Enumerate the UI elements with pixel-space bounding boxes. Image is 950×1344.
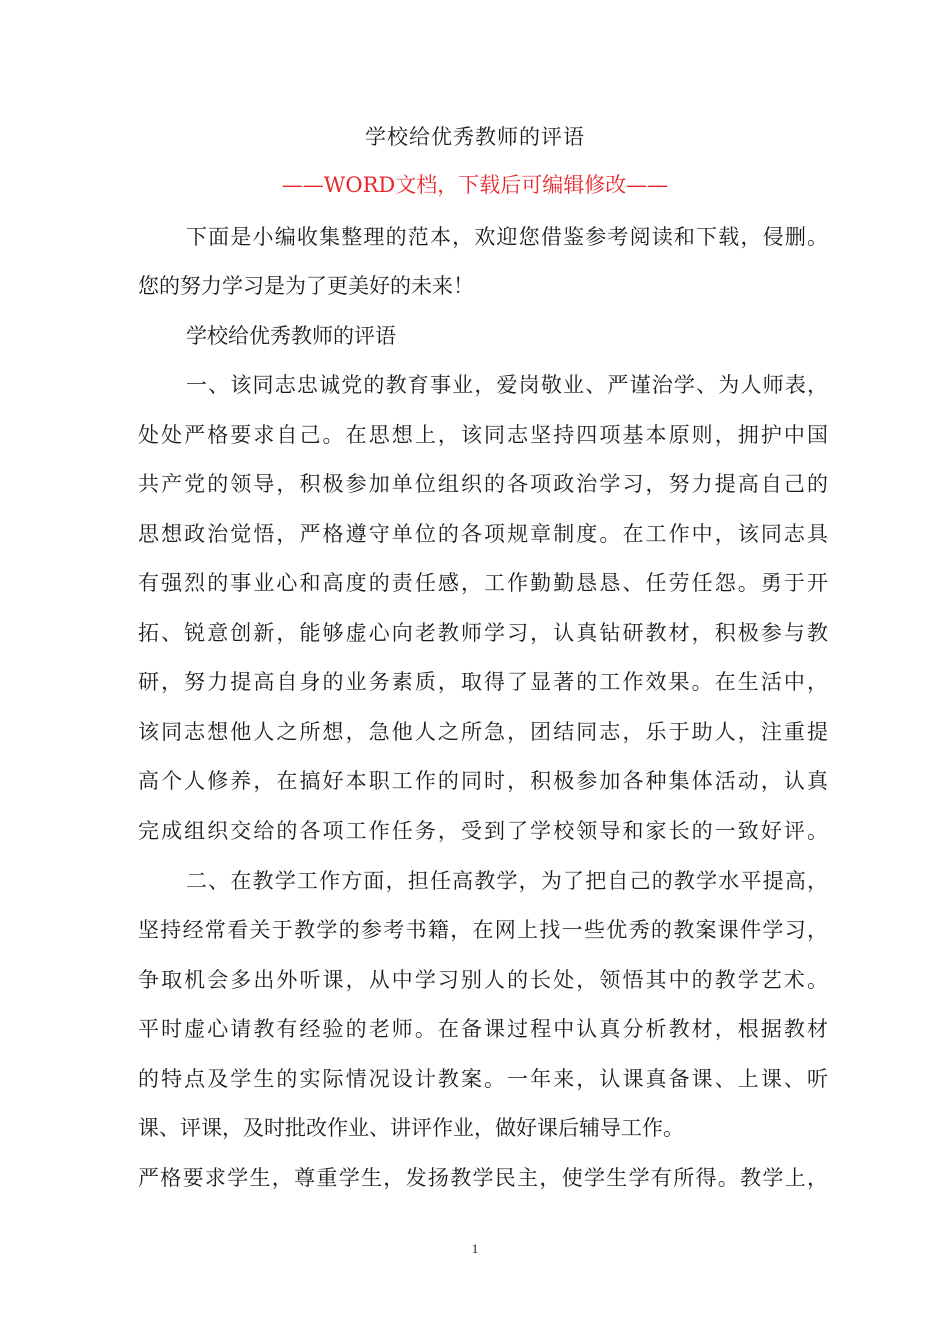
body-line: 思想政治觉悟，严格遵守单位的各项规章制度。在工作中，该同志具 (138, 522, 828, 546)
section-heading: 学校给优秀教师的评语 (186, 324, 396, 348)
body-line: 坚持经常看关于教学的参考书籍，在网上找一些优秀的教案课件学习， (138, 918, 828, 942)
body-line: 共产党的领导，积极参加单位组织的各项政治学习，努力提高自己的 (138, 472, 828, 496)
page-number: 1 (471, 1241, 479, 1256)
body-line: 完成组织交给的各项工作任务，受到了学校领导和家长的一致好评。 (138, 819, 828, 843)
body-line: 一、该同志忠诚党的教育事业，爱岗敬业、严谨治学、为人师表， (186, 373, 828, 397)
body-line: 拓、锐意创新，能够虚心向老教师学习，认真钻研教材，积极参与教 (138, 621, 828, 645)
body-line: 下面是小编收集整理的范本，欢迎您借鉴参考阅读和下载，侵删。 (186, 225, 828, 249)
body-line: 争取机会多出外听课，从中学习别人的长处，领悟其中的教学艺术。 (138, 968, 828, 992)
document-title: 学校给优秀教师的评语 (365, 125, 585, 149)
body-line: 二、在教学工作方面，担任高教学，为了把自己的教学水平提高， (186, 869, 828, 893)
document-subtitle: ——WORD文档，下载后可编辑修改—— (281, 173, 669, 197)
body-line: 严格要求学生，尊重学生，发扬教学民主，使学生学有所得。教学上， (138, 1166, 828, 1190)
body-line: 处处严格要求自己。在思想上，该同志坚持四项基本原则，拥护中国 (138, 423, 828, 447)
body-line: 的特点及学生的实际情况设计教案。一年来，认课真备课、上课、听 (138, 1067, 828, 1091)
body-line: 课、评课，及时批改作业、讲评作业，做好课后辅导工作。 (138, 1116, 684, 1140)
body-line: 该同志想他人之所想，急他人之所急，团结同志，乐于助人，注重提 (138, 720, 828, 744)
body-line: 研，努力提高自身的业务素质，取得了显著的工作效果。在生活中， (138, 670, 828, 694)
body-line: 高个人修养，在搞好本职工作的同时，积极参加各种集体活动，认真 (138, 769, 828, 793)
body-line: 您的努力学习是为了更美好的未来！ (138, 274, 474, 298)
body-line: 有强烈的事业心和高度的责任感，工作勤勤恳恳、任劳任怨。勇于开 (138, 571, 828, 595)
body-line: 平时虚心请教有经验的老师。在备课过程中认真分析教材，根据教材 (138, 1017, 828, 1041)
